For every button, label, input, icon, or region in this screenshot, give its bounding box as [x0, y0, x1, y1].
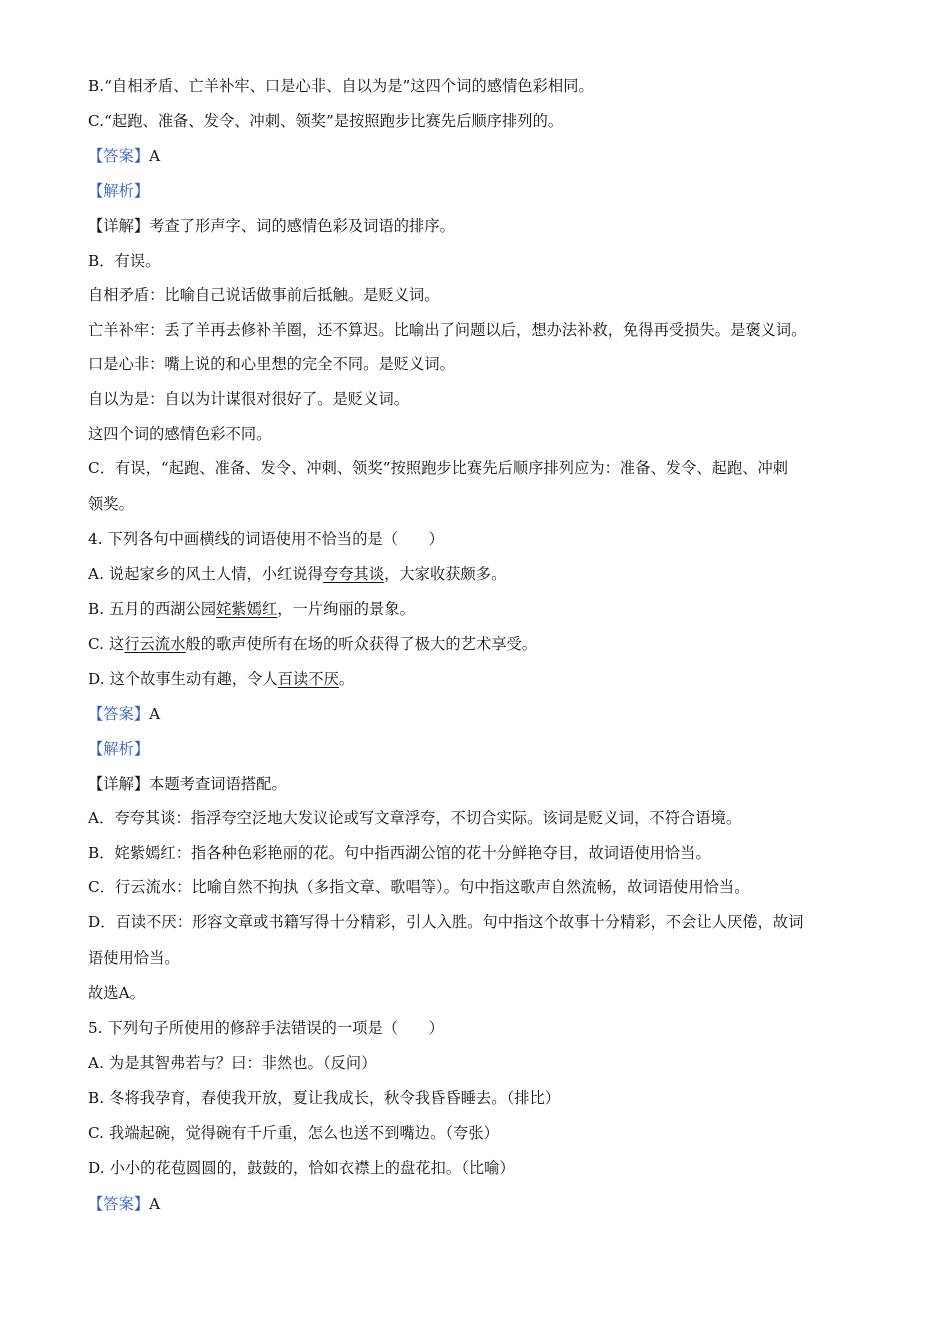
option-text: D. 这个故事生动有趣，令人: [88, 670, 278, 688]
detail-text: 考查了形声字、词的感情色彩及词语的排序。: [149, 217, 455, 235]
q4-analysis-tag: 【解析】: [88, 740, 150, 758]
q4-detail-line: [88, 774, 878, 794]
option-text: 般的歌声使所有在场的听众获得了极大的艺术享受。: [185, 635, 538, 653]
q5-option-b: B. 冬将我孕育，春使我开放，夏让我成长，秋令我昏昏睡去。（排比）: [88, 1089, 561, 1107]
underlined-term: 行云流水: [124, 635, 186, 653]
q5-option-c: C. 我端起碗，觉得碗有千斤重，怎么也送不到嘴边。（夸张）: [88, 1124, 499, 1142]
q5-option-d: D. 小小的花苞圆圆的，鼓鼓的，恰如衣襟上的盘花扣。（比喻）: [88, 1159, 515, 1177]
q4-explanation-line: C．行云流水：比喻自然不拘执（多指文章、歌唱等）。句中指这歌声自然流畅，故词语使用恰当。: [88, 878, 750, 896]
q4-stem: 4. 下列各句中画横线的词语使用不恰当的是（ ）: [88, 530, 444, 548]
q3-explanation-line: 自相矛盾：比喻自己说话做事前后抵触。是贬义词。: [88, 286, 440, 304]
q3-option-c: C.“起跑、准备、发令、冲刺、领奖”是按照跑步比赛先后顺序排列的。: [88, 112, 564, 130]
answer-tag: 【答案】: [88, 1195, 150, 1213]
q4-explanation-line: A．夸夸其谈：指浮夸空泛地大发议论或写文章浮夸，不切合实际。该词是贬义词，不符合语境。: [88, 809, 742, 827]
q3-explanation-line: 这四个词的感情色彩不同。: [88, 425, 272, 443]
option-text: 。: [338, 670, 355, 688]
q5-stem: 5. 下列句子所使用的修辞手法错误的一项是（ ）: [88, 1019, 444, 1037]
q4-option-d: [88, 669, 878, 689]
answer-value: A: [149, 1195, 161, 1213]
option-text: ，大家收获颇多。: [384, 565, 507, 583]
q3-detail-line: [88, 216, 878, 236]
q3-answer-line: [88, 146, 878, 166]
detail-tag: 【详解】: [88, 217, 150, 235]
answer-tag: 【答案】: [88, 705, 150, 723]
q3-explanation-line: 自以为是：自以为计谋很对很好了。是贬义词。: [88, 390, 410, 408]
q4-explanation-line: B．姹紫嫣红：指各种色彩艳丽的花。句中指西湖公馆的花十分鲜艳夺目，故词语使用恰当。: [88, 844, 711, 862]
q4-option-c: [88, 634, 878, 654]
underlined-term: 夸夸其谈: [322, 565, 385, 583]
q3-explanation-line: 领奖。: [88, 495, 134, 513]
option-text: ，一片绚丽的景象。: [277, 600, 415, 618]
q3-explanation-line: 亡羊补牢：丢了羊再去修补羊圈，还不算迟。比喻出了问题以后，想办法补救，免得再受损失。是褒义词。: [88, 321, 807, 339]
q3-analysis-tag: 【解析】: [88, 182, 150, 200]
q3-explanation-line: B．有误。: [88, 252, 161, 270]
q4-explanation-line: 语使用恰当。: [88, 949, 180, 967]
answer-value: A: [149, 147, 161, 165]
answer-value: A: [149, 705, 161, 723]
answer-tag: 【答案】: [88, 147, 150, 165]
detail-text: 本题考查词语搭配。: [149, 775, 287, 793]
detail-tag: 【详解】: [88, 775, 150, 793]
option-text: A. 说起家乡的风土人情，小红说得: [88, 565, 323, 583]
q4-option-b: [88, 599, 878, 619]
q3-explanation-line: 口是心非：嘴上说的和心里想的完全不同。是贬义词。: [88, 355, 455, 373]
option-text: B. 五月的西湖公园: [88, 600, 217, 618]
q3-explanation-line: C．有误，“起跑、准备、发令、冲刺、领奖”按照跑步比赛先后顺序排列应为：准备、发令、起跑、冲刺: [88, 459, 789, 477]
q3-option-b: B.“自相矛盾、亡羊补牢、口是心非、自以为是”这四个词的感情色彩相同。: [88, 77, 594, 95]
q5-answer-line: [88, 1194, 878, 1214]
q4-explanation-line: 故选A。: [88, 984, 145, 1002]
q4-answer-line: [88, 704, 878, 724]
underlined-term: 百读不厌: [277, 670, 339, 688]
underlined-term: 姹紫嫣红: [216, 600, 278, 618]
q5-option-a: A. 为是其智弗若与？曰：非然也。（反问）: [88, 1054, 377, 1072]
q4-explanation-line: D．百读不厌：形容文章或书籍写得十分精彩，引人入胜。句中指这个故事十分精彩，不会让人厌倦，故词: [88, 913, 804, 931]
option-text: C. 这: [88, 635, 125, 653]
q4-option-a: [88, 564, 878, 584]
